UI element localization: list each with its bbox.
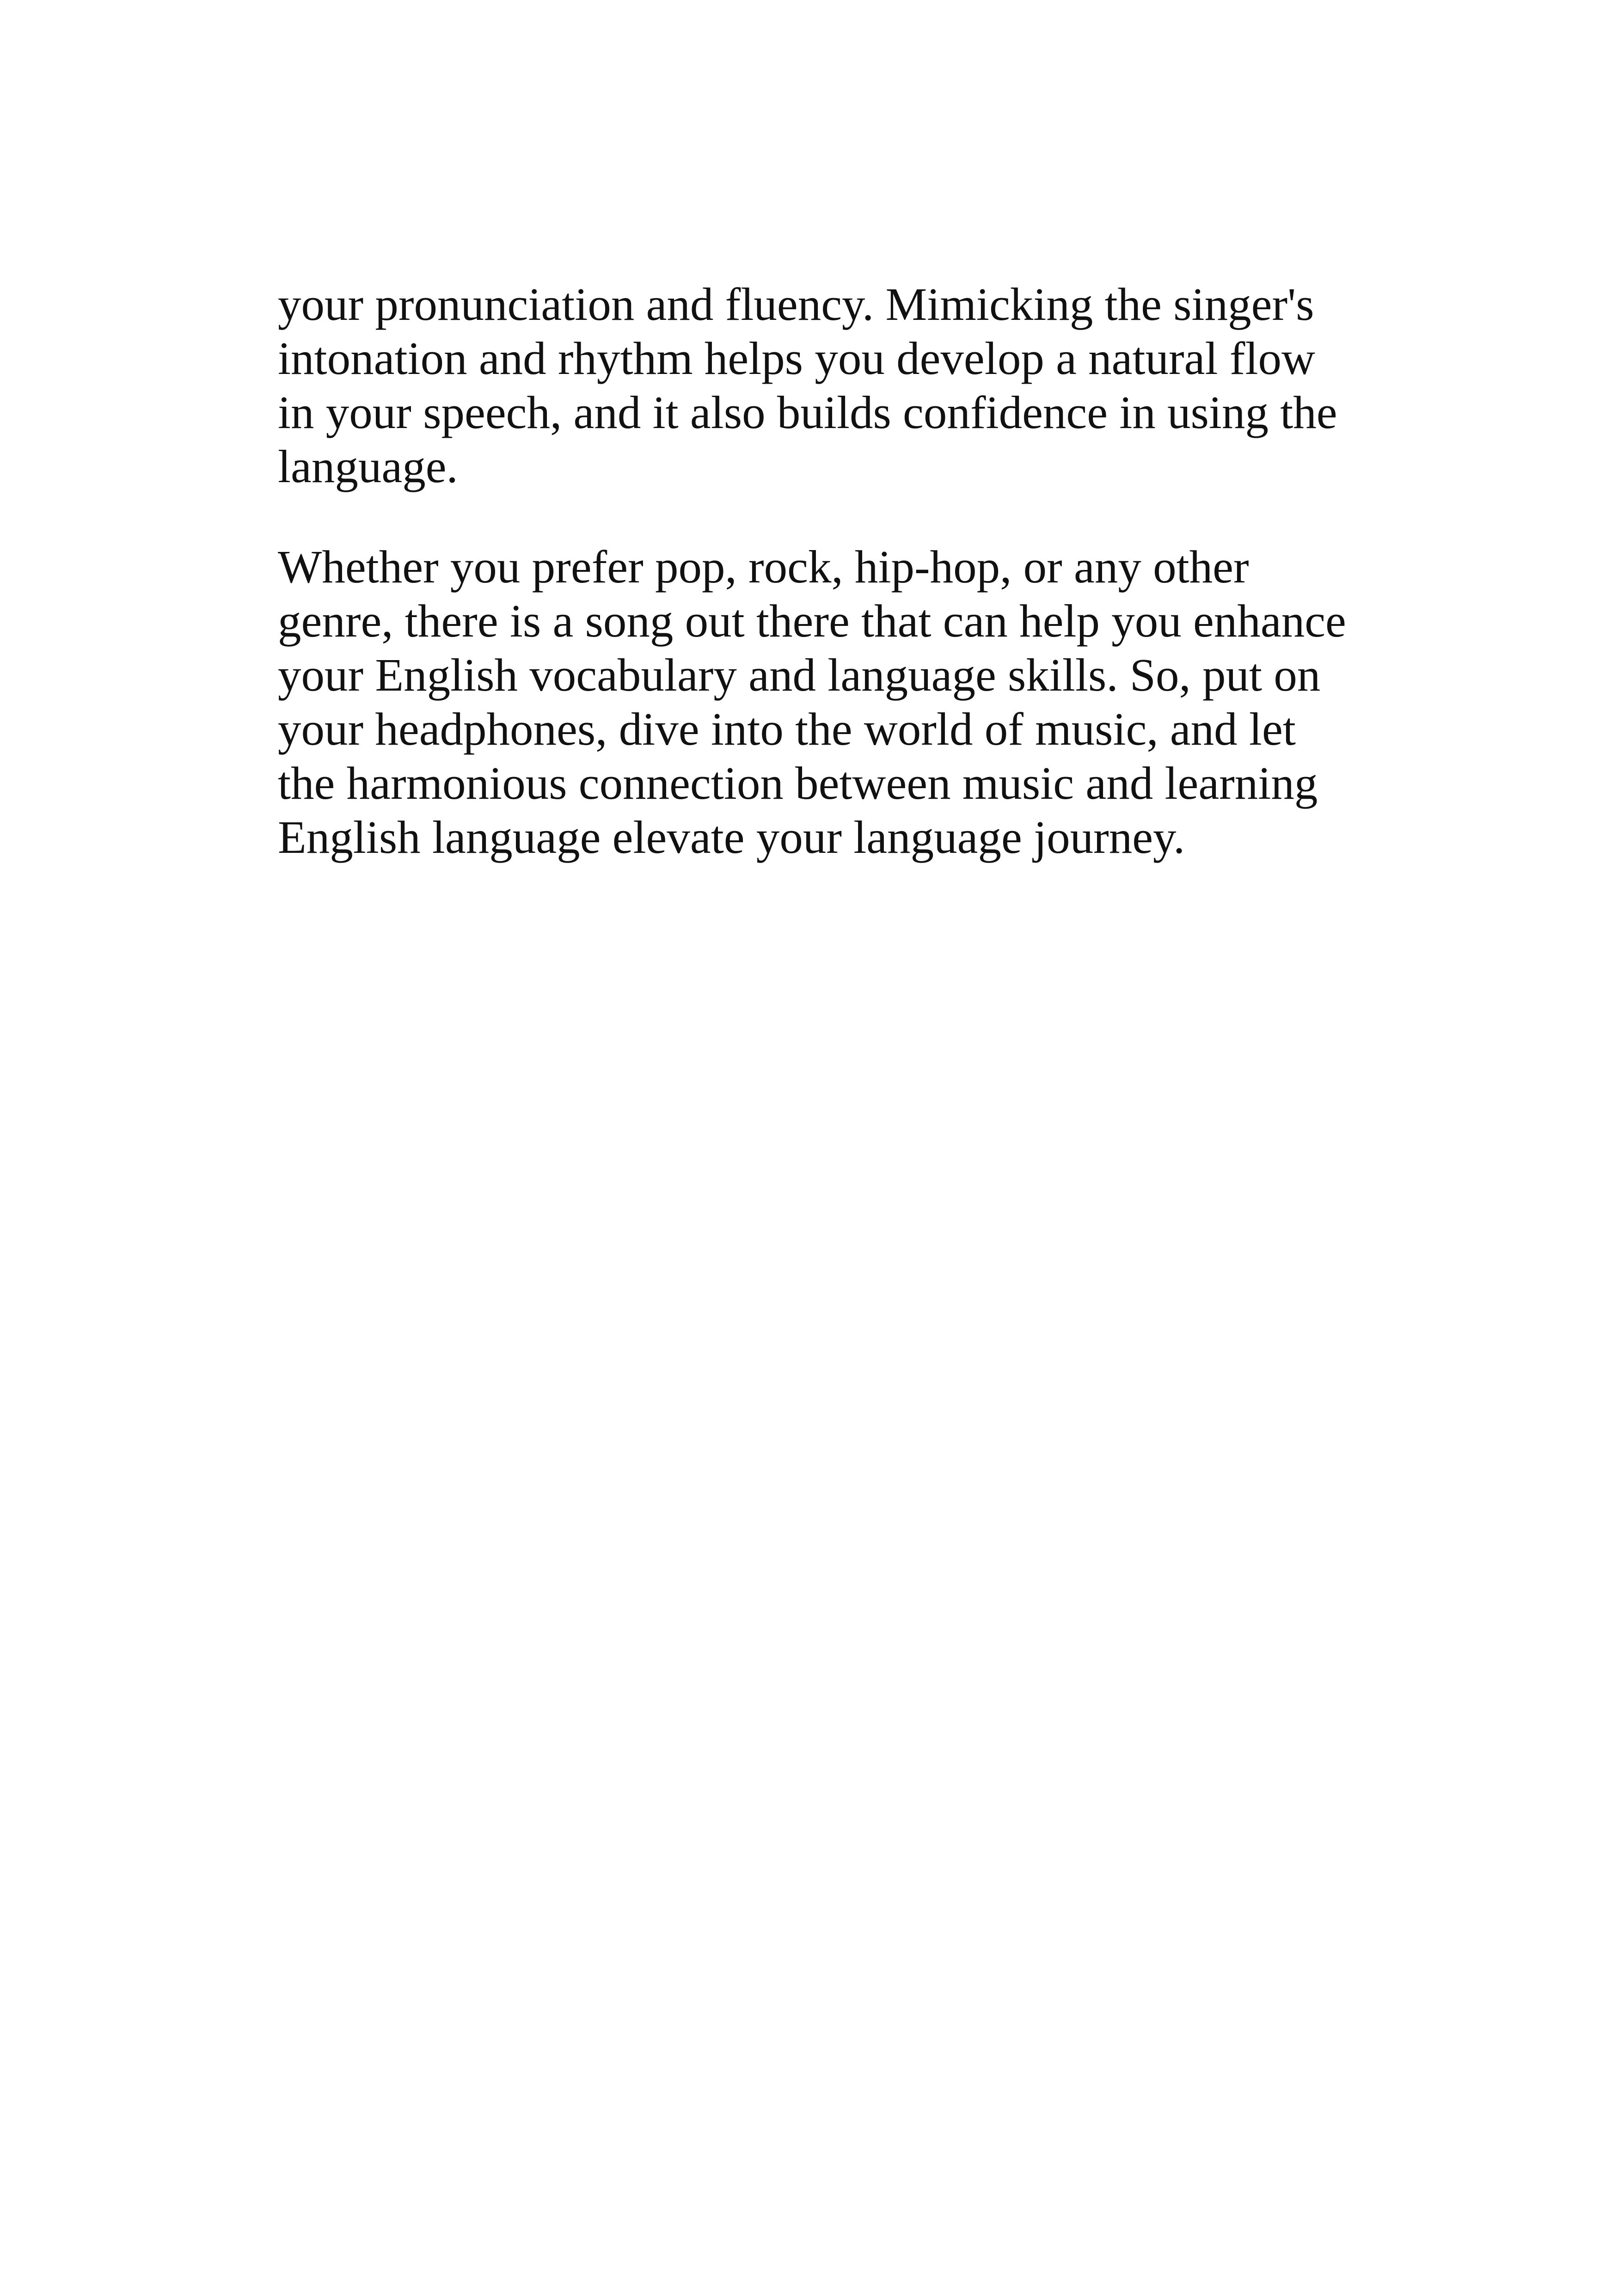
text-line: your headphones, dive into the world of music, and let [278,703,1296,755]
text-line: Whether you prefer pop, rock, hip-hop, or any other [278,541,1249,593]
text-line: English language elevate your language journey. [278,811,1185,863]
text-line: in your speech, and it also builds confidence in using the [278,386,1337,438]
text-line: your English vocabulary and language skills. So, put on [278,649,1321,701]
paragraph-pronunciation [278,277,1387,494]
text-line: intonation and rhythm helps you develop a natural flow [278,332,1315,384]
page-body [278,277,1387,864]
text-line: your pronunciation and fluency. Mimicking the singer's [278,278,1314,330]
text-line: the harmonious connection between music and learning [278,757,1318,809]
text-line: genre, there is a song out there that can help you enhance [278,595,1346,647]
text-line: language. [278,441,458,492]
paragraph-genres [278,540,1387,864]
